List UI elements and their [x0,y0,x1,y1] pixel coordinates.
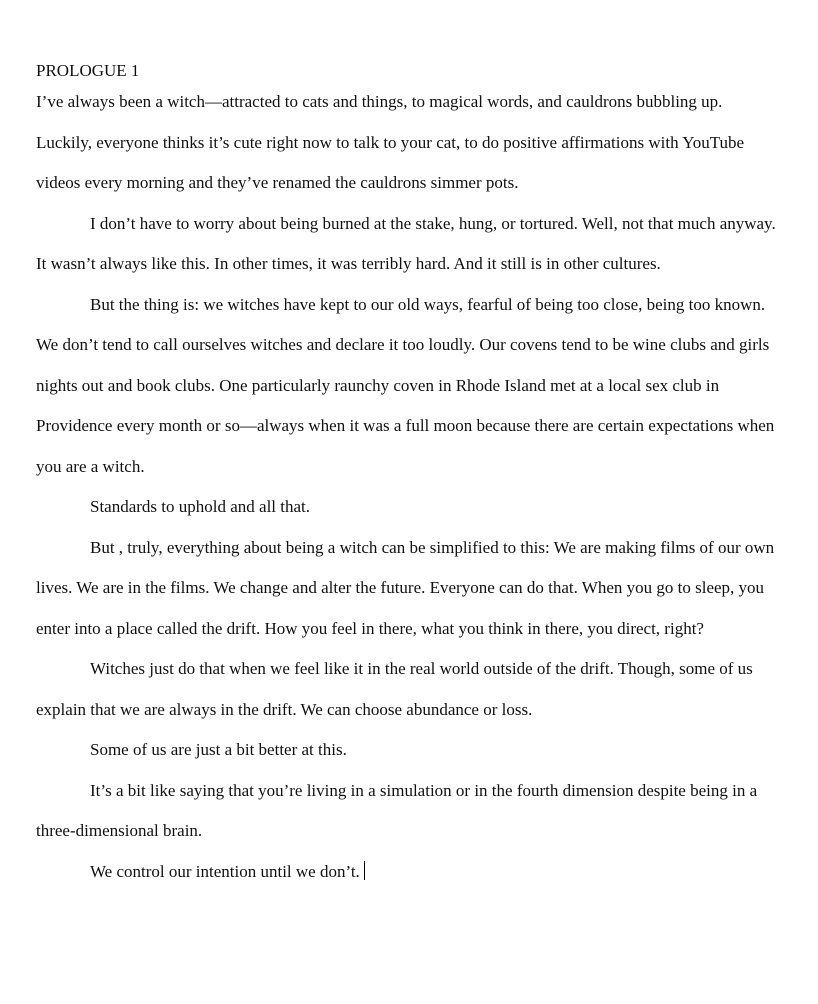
paragraph: I’ve always been a witch—attracted to cats and things, to magical words, and cauldrons bubbling up. Luckily, everyone thinks it’s cute right now to talk to your cat, to do positive affirmations with YouTube videos every morning and they’ve renamed the cauldrons simmer pots. [36,92,745,192]
paragraph-text: We control our intention until we don’t. [90,861,360,881]
paragraph: I don’t have to worry about being burned at the stake, hung, or tortured. Well, not that much anyway. It wasn’t always like this. In other times, it was terribly hard. And it still is in other cultures. [36,213,776,273]
document-body[interactable] [36,58,776,892]
paragraph: Witches just do that when we feel like it in the real world outside of the drift. Though, some of us explain that we are always in the drift. We can choose abundance or loss. [36,659,753,719]
chapter-heading: PROLOGUE 1 [36,61,140,80]
paragraph: Standards to uphold and all that. [90,497,311,516]
paragraph: Some of us are just a bit better at this. [90,740,347,759]
paragraph: But , truly, everything about being a witch can be simplified to this: We are making films of our own lives. We are in the films. We change and alter the future. Everyone can do that. When you go to sleep, you enter into a place called the drift. How you feel in there, what you think in there, you direct, right? [36,537,775,638]
last-paragraph [36,852,776,893]
paragraph: But the thing is: we witches have kept to our old ways, fearful of being too close, being too known. We don’t tend to call ourselves witches and declare it too loudly. Our covens tend to be wine clubs and girls nights out and book clubs. One particularly raunchy coven in Rhode Island met at a local sex club in Providence every month or so—always when it was a full moon because there are certain expectations when you are a witch. [36,294,775,476]
paragraph: It’s a bit like saying that you’re living in a simulation or in the fourth dimension despite being in a three-dimensional brain. [36,780,758,840]
text-cursor [364,861,366,880]
